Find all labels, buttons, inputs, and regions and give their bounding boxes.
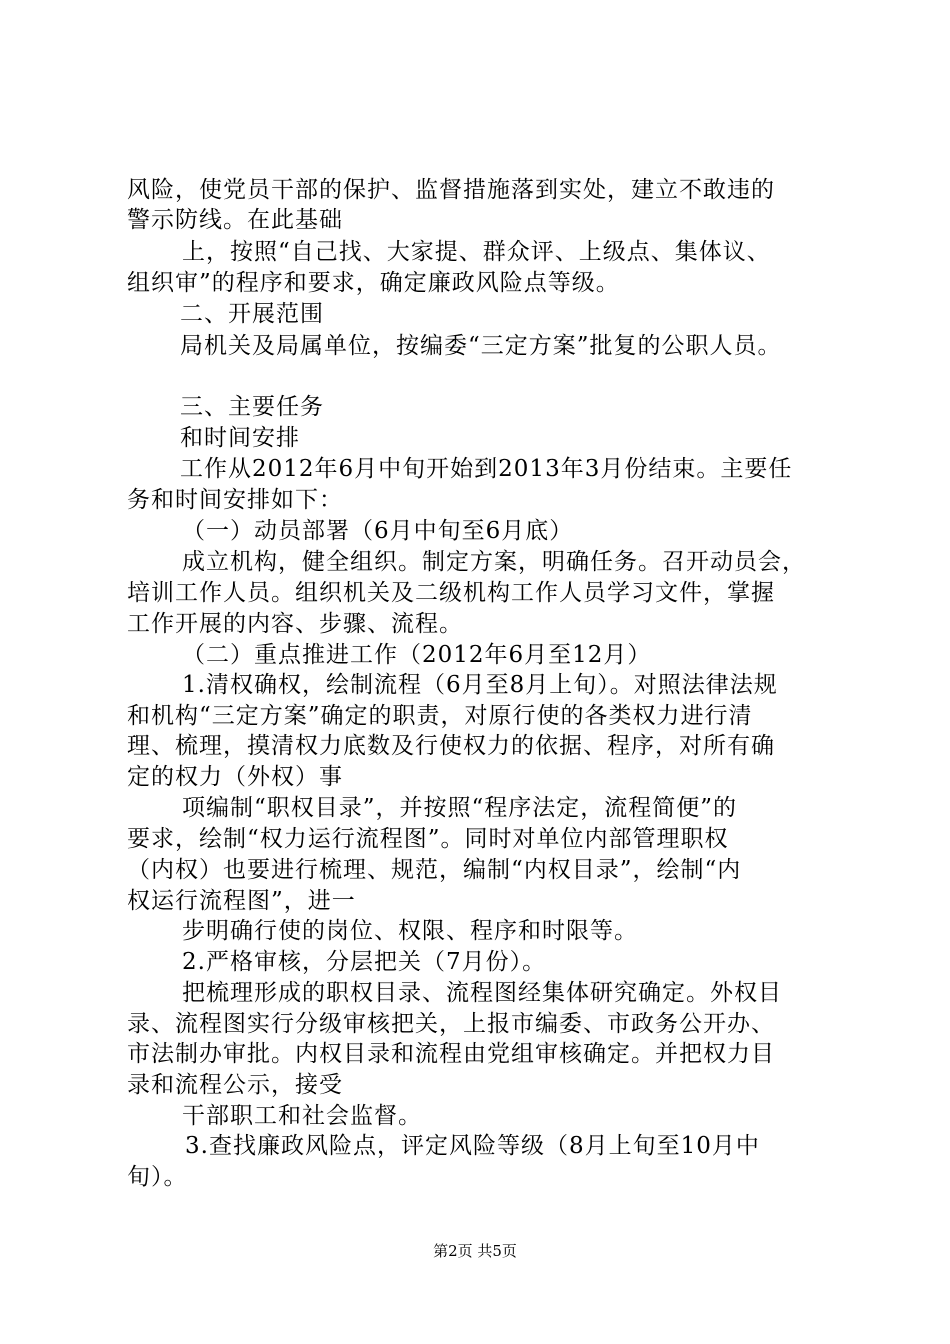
text-line: 组织审”的程序和要求，确定廉政风险点等级。 [127,270,620,296]
section-heading: 和时间安排 [180,425,300,451]
text-line: 步明确行使的岗位、权限、程序和时限等。 [182,918,638,944]
section-heading: 三、主要任务 [180,394,324,420]
text-line: （内权）也要进行梳理、规范，编制“内权目录”，绘制“内 [127,857,742,883]
text-line: 市法制办审批。内权目录和流程由党组审核确定。并把权力目 [127,1041,775,1067]
text-line: 要求，绘制“权力运行流程图”。同时对单位内部管理职权 [127,826,729,852]
text-line: 2.严格审核，分层把关（7月份）。 [182,949,547,975]
section-heading: 二、开展范围 [180,301,324,327]
text-line: 权运行流程图”，进一 [127,888,356,914]
text-line: 局机关及局属单位，按编委“三定方案”批复的公职人员。 [180,333,782,359]
text-line: 上，按照“自己找、大家提、群众评、上级点、集体议、 [182,239,771,265]
text-line: 和机构“三定方案”确定的职责，对原行使的各类权力进行清 [127,703,753,729]
text-line: 1.清权确权，绘制流程（6月至8月上旬）。对照法律法规 [182,672,778,698]
text-line: 务和时间安排如下： [127,487,343,513]
text-line: 警示防线。在此基础 [127,207,343,233]
text-line: 培训工作人员。组织机关及二级机构工作人员学习文件，掌握 [127,580,775,606]
text-line: 旬）。 [127,1164,188,1190]
text-line: 风险，使党员干部的保护、监督措施落到实处，建立不敢违的 [127,177,775,203]
text-line: 把梳理形成的职权目录、流程图经集体研究确定。外权目 [182,980,782,1006]
text-line: 定的权力（外权）事 [127,764,343,790]
text-line: 3.查找廉政风险点，评定风险等级（8月上旬至10月中 [185,1133,760,1159]
subsection-heading: （一）动员部署（6月中旬至6月底） [182,518,574,544]
text-line: 项编制“职权目录”，并按照“程序法定，流程简便”的 [182,795,738,821]
text-line: 工作开展的内容、步骤、流程。 [127,611,463,637]
text-line: 成立机构，健全组织。制定方案，明确任务。召开动员会， [182,549,806,575]
text-line: 录、流程图实行分级审核把关，上报市编委、市政务公开办、 [127,1011,775,1037]
page-number-footer: 第2页 共5页 [433,1242,517,1260]
text-line: 理、梳理，摸清权力底数及行使权力的依据、程序，对所有确 [127,733,775,759]
text-line: 干部职工和社会监督。 [182,1103,422,1129]
text-line: 录和流程公示，接受 [127,1072,343,1098]
subsection-heading: （二）重点推进工作（2012年6月至12月） [182,642,652,668]
text-line: 工作从2012年6月中旬开始到2013年3月份结束。主要任 [180,456,793,482]
